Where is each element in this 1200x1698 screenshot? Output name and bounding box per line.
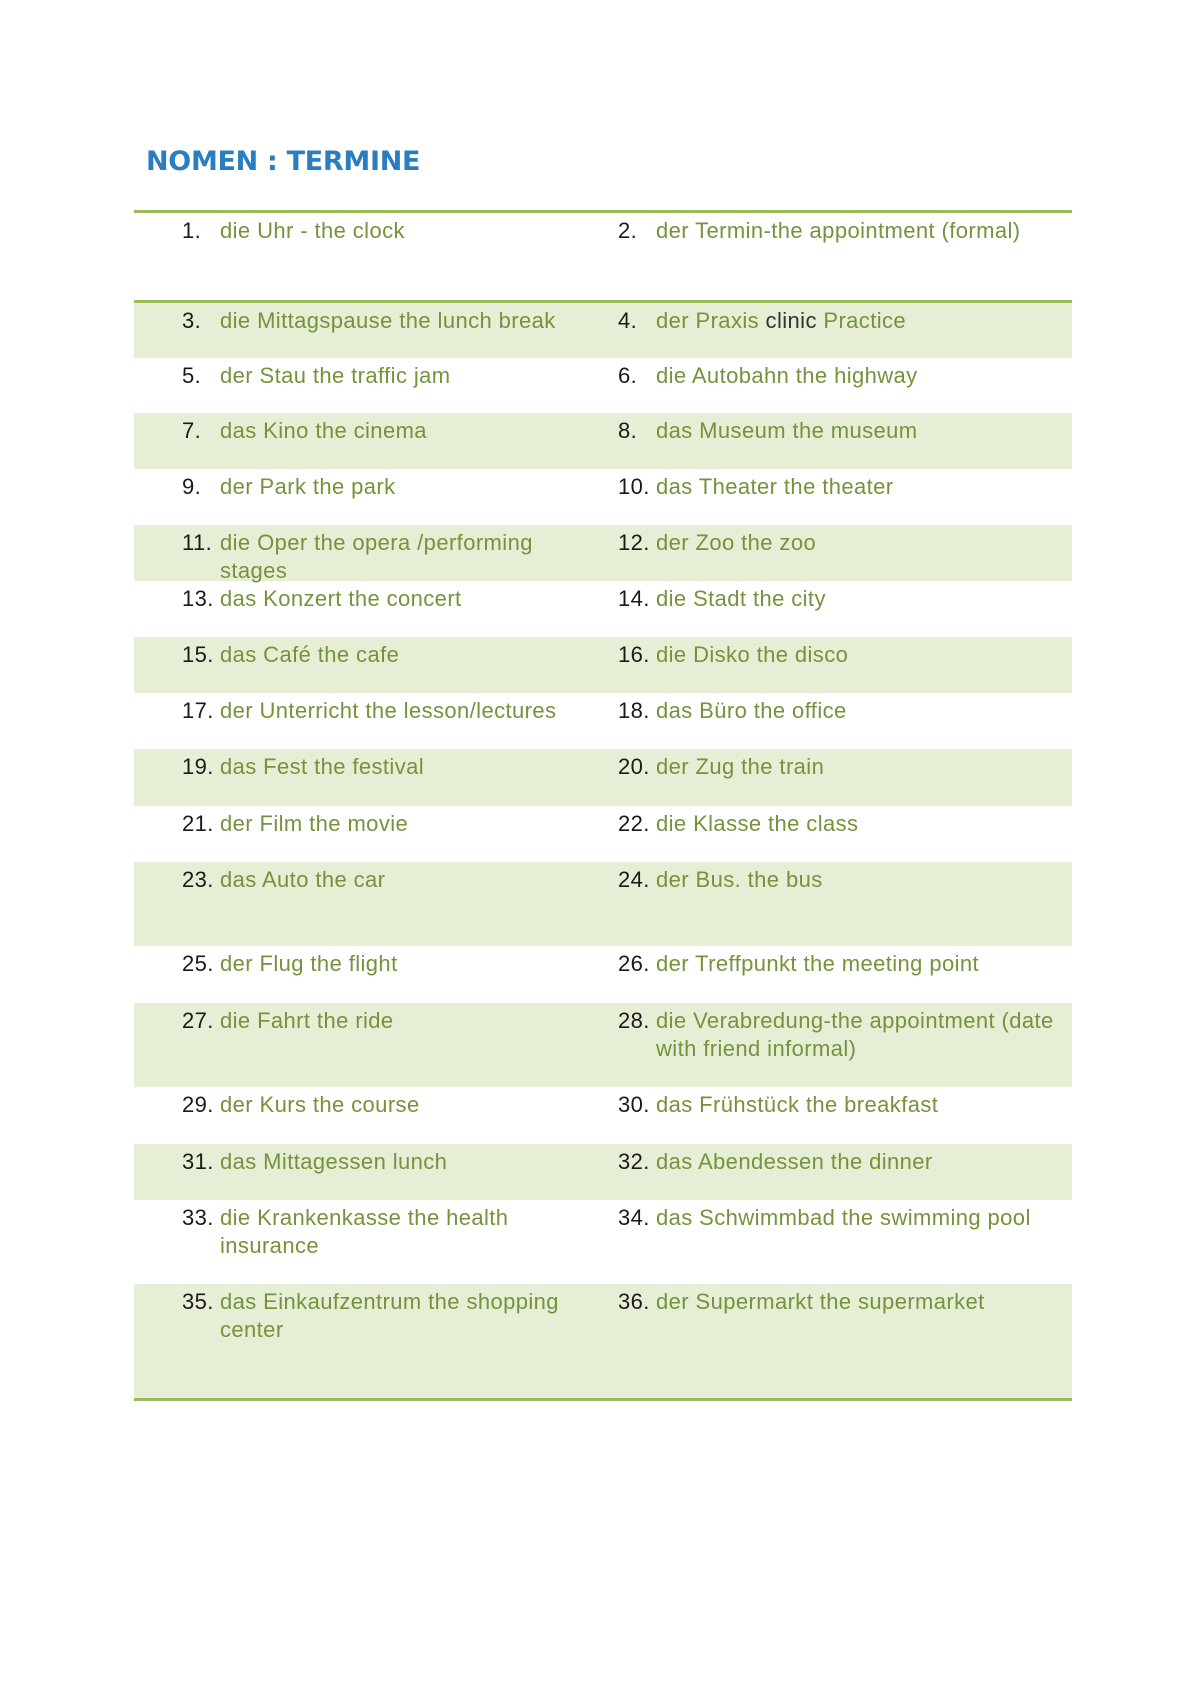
vocab-entry xyxy=(134,1200,603,1284)
entry-number: 15. xyxy=(182,642,214,667)
entry-number: 33. xyxy=(182,1205,214,1230)
vocab-entry xyxy=(603,525,1072,581)
entry-number: 16. xyxy=(618,642,650,667)
table-row xyxy=(134,469,1072,525)
entry-number: 21. xyxy=(182,811,214,836)
entry-term: das Fest the festival xyxy=(220,754,425,779)
entry-number: 20. xyxy=(618,754,650,779)
entry-number: 17. xyxy=(182,698,214,723)
entry-number: 23. xyxy=(182,867,214,892)
vocab-entry xyxy=(603,1087,1072,1144)
vocab-entry xyxy=(134,303,603,358)
entry-number: 35. xyxy=(182,1289,214,1314)
table-row xyxy=(134,946,1072,1003)
table-row xyxy=(134,213,1072,300)
entry-number: 18. xyxy=(618,698,650,723)
entry-number: 3. xyxy=(182,308,202,333)
entry-number: 5. xyxy=(182,363,202,388)
vocab-entry xyxy=(603,213,1072,300)
entry-term: der Stau the traffic jam xyxy=(220,363,451,388)
table-row xyxy=(134,1144,1072,1200)
table-row xyxy=(134,525,1072,581)
entry-term: das Konzert the concert xyxy=(220,586,462,611)
entry-term: der Flug the flight xyxy=(220,951,398,976)
entry-term: die Klasse the class xyxy=(656,811,859,836)
vocab-entry xyxy=(134,946,603,1003)
vocab-entry xyxy=(603,693,1072,749)
entry-term: das Einkaufzentrum the shopping center xyxy=(220,1289,559,1342)
entry-number: 34. xyxy=(618,1205,650,1230)
entry-term: die Mittagspause the lunch break xyxy=(220,308,556,333)
entry-number: 29. xyxy=(182,1092,214,1117)
entry-term: das Abendessen the dinner xyxy=(656,1149,933,1174)
vocabulary-table xyxy=(134,210,1072,1401)
vocab-entry xyxy=(134,806,603,862)
table-row xyxy=(134,358,1072,413)
table-row xyxy=(134,1200,1072,1284)
vocab-entry xyxy=(134,1003,603,1087)
vocab-entry xyxy=(603,469,1072,525)
entry-term: die Uhr - the clock xyxy=(220,218,405,243)
entry-number: 26. xyxy=(618,951,650,976)
entry-number: 22. xyxy=(618,811,650,836)
entry-term-part: der Praxis xyxy=(656,308,766,333)
table-row xyxy=(134,749,1072,806)
entry-number: 27. xyxy=(182,1008,214,1033)
vocab-entry xyxy=(603,1144,1072,1200)
entry-number: 6. xyxy=(618,363,638,388)
entry-term: der Treffpunkt the meeting point xyxy=(656,951,980,976)
table-row xyxy=(134,413,1072,469)
entry-number: 12. xyxy=(618,530,650,555)
entry-term: das Schwimmbad the swimming pool xyxy=(656,1205,1031,1230)
entry-number: 14. xyxy=(618,586,650,611)
vocab-entry xyxy=(603,358,1072,413)
vocab-entry xyxy=(134,469,603,525)
entry-term: der Supermarkt the supermarket xyxy=(656,1289,985,1314)
vocab-entry xyxy=(603,581,1072,637)
entry-number: 30. xyxy=(618,1092,650,1117)
entry-number: 1. xyxy=(182,218,202,243)
vocab-entry xyxy=(134,637,603,693)
page-title: NOMEN : TERMINE xyxy=(146,146,421,177)
table-row xyxy=(134,806,1072,862)
table-row xyxy=(134,1087,1072,1144)
vocab-entry xyxy=(134,525,603,581)
entry-term: das Museum the museum xyxy=(656,418,918,443)
entry-number: 2. xyxy=(618,218,638,243)
entry-number: 7. xyxy=(182,418,202,443)
table-row xyxy=(134,581,1072,637)
table-row xyxy=(134,693,1072,749)
entry-number: 4. xyxy=(618,308,638,333)
entry-term: die Verabredung-the appointment (date with friend informal) xyxy=(656,1008,1054,1061)
vocab-entry xyxy=(134,862,603,946)
entry-term: der Zug the train xyxy=(656,754,825,779)
vocab-entry xyxy=(134,749,603,806)
entry-term: das Mittagessen lunch xyxy=(220,1149,448,1174)
entry-term: die Krankenkasse the health insurance xyxy=(220,1205,509,1258)
entry-term: die Oper the opera /performing stages xyxy=(220,530,533,583)
vocab-entry xyxy=(134,693,603,749)
entry-term: der Park the park xyxy=(220,474,396,499)
entry-number: 8. xyxy=(618,418,638,443)
entry-term: die Autobahn the highway xyxy=(656,363,918,388)
table-row xyxy=(134,637,1072,693)
vocab-entry xyxy=(603,862,1072,946)
vocab-entry xyxy=(134,358,603,413)
entry-number: 24. xyxy=(618,867,650,892)
vocab-entry xyxy=(134,1087,603,1144)
vocab-entry xyxy=(603,637,1072,693)
entry-term-plain: clinic xyxy=(765,308,817,333)
entry-number: 28. xyxy=(618,1008,650,1033)
table-row xyxy=(134,1284,1072,1398)
vocab-entry xyxy=(134,1144,603,1200)
entry-number: 25. xyxy=(182,951,214,976)
entry-term: das Auto the car xyxy=(220,867,386,892)
entry-term xyxy=(656,307,1072,335)
entry-number: 10. xyxy=(618,474,650,499)
entry-term: die Fahrt the ride xyxy=(220,1008,394,1033)
entry-term: das Café the cafe xyxy=(220,642,400,667)
table-row xyxy=(134,862,1072,946)
entry-term-part: Practice xyxy=(816,308,907,333)
entry-term: der Zoo the zoo xyxy=(656,530,817,555)
vocab-entry xyxy=(603,749,1072,806)
table-row xyxy=(134,1003,1072,1087)
entry-number: 11. xyxy=(182,530,213,555)
entry-term: das Theater the theater xyxy=(656,474,894,499)
entry-term: das Kino the cinema xyxy=(220,418,427,443)
entry-term: der Film the movie xyxy=(220,811,409,836)
vocab-entry xyxy=(603,1003,1072,1087)
vocab-entry xyxy=(134,581,603,637)
vocab-entry xyxy=(134,1284,603,1398)
entry-term: die Stadt the city xyxy=(656,586,826,611)
entry-number: 13. xyxy=(182,586,214,611)
entry-term: die Disko the disco xyxy=(656,642,849,667)
vocab-entry xyxy=(603,806,1072,862)
entry-term: der Termin-the appointment (formal) xyxy=(656,218,1021,243)
vocab-entry xyxy=(603,413,1072,469)
vocab-entry xyxy=(603,1284,1072,1398)
entry-term: der Bus. the bus xyxy=(656,867,823,892)
entry-number: 9. xyxy=(182,474,202,499)
vocab-entry xyxy=(603,1200,1072,1284)
entry-term: das Büro the office xyxy=(656,698,847,723)
table-row xyxy=(134,300,1072,358)
vocab-entry xyxy=(134,413,603,469)
entry-term: der Kurs the course xyxy=(220,1092,420,1117)
vocab-entry xyxy=(134,213,603,300)
vocab-entry xyxy=(603,303,1072,358)
entry-term: das Frühstück the breakfast xyxy=(656,1092,939,1117)
entry-number: 19. xyxy=(182,754,214,779)
entry-term: der Unterricht the lesson/lectures xyxy=(220,698,557,723)
entry-number: 31. xyxy=(182,1149,214,1174)
entry-number: 32. xyxy=(618,1149,650,1174)
entry-number: 36. xyxy=(618,1289,650,1314)
vocab-entry xyxy=(603,946,1072,1003)
